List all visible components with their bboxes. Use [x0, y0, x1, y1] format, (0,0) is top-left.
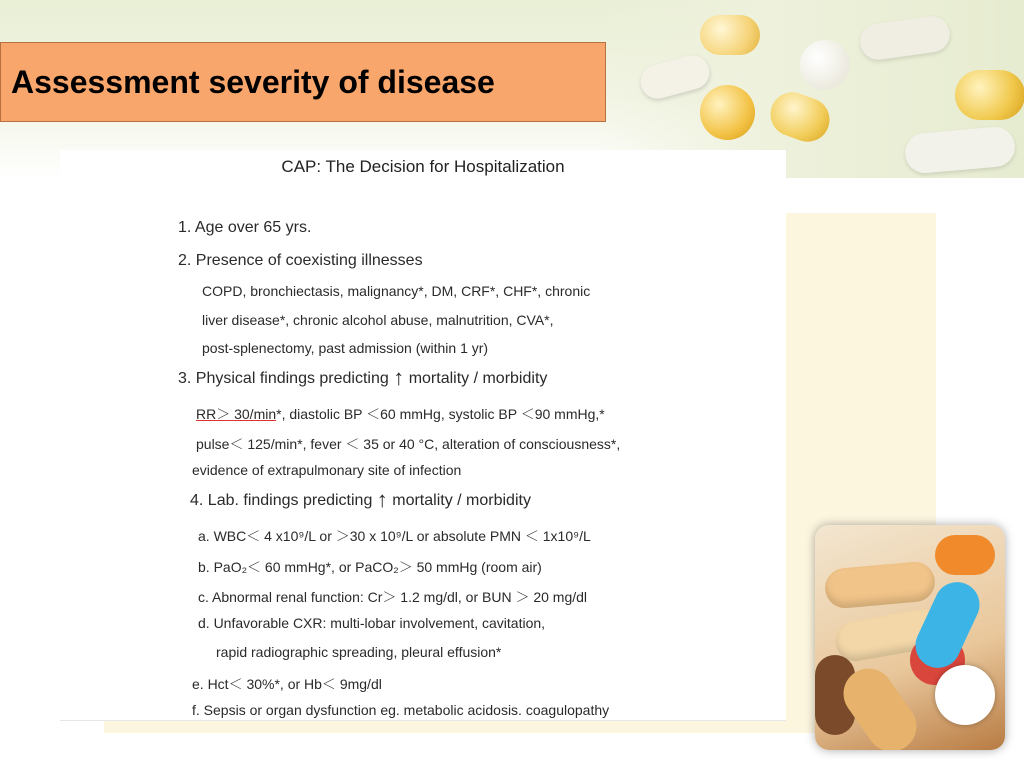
up-arrow-icon: ↑: [376, 487, 388, 512]
lab-finding-sepsis: f. Sepsis or organ dysfunction eg. metabolic acidosis. coagulopathy: [192, 702, 610, 718]
criterion-age: 1. Age over 65 yrs.: [178, 219, 312, 236]
lab-finding-renal: c. Abnormal renal function: Cr＞ 1.2 mg/dl, or BUN ＞ 20 mg/dl: [198, 589, 588, 605]
criterion-lab-findings: [190, 487, 531, 512]
document-bottom-rule: [60, 720, 786, 721]
pill: [935, 535, 995, 575]
criterion-physical-findings-suffix: mortality / morbidity: [408, 370, 548, 387]
pill: [823, 560, 936, 609]
physical-findings-line: evidence of extrapulmonary site of infection: [192, 462, 462, 478]
pill: [935, 665, 995, 725]
header-pill: [700, 15, 760, 55]
up-arrow-icon: ↑: [393, 365, 405, 390]
header-pill: [955, 70, 1024, 120]
illness-list-line: post-splenectomy, past admission (within 1 yr): [202, 340, 489, 356]
illness-list-line: liver disease*, chronic alcohol abuse, malnutrition, CVA*,: [202, 312, 554, 328]
document-heading: CAP: The Decision for Hospitalization: [281, 157, 565, 176]
lab-finding-cxr: d. Unfavorable CXR: multi-lobar involvement, cavitation,: [198, 615, 546, 631]
slide-title-box: [0, 42, 606, 122]
illness-list-line: COPD, bronchiectasis, malignancy*, DM, CRF*, CHF*, chronic: [202, 283, 591, 299]
criterion-lab-findings-suffix: mortality / morbidity: [392, 492, 531, 509]
physical-findings-rest: *, diastolic BP ＜60 mmHg, systolic BP ＜90 mmHg,*: [276, 406, 605, 422]
criterion-lab-findings-label: 4. Lab. findings predicting: [190, 492, 373, 509]
lab-finding-blood-gas: b. PaO₂＜ 60 mmHg*, or PaCO₂＞ 50 mmHg (room air): [198, 559, 542, 575]
respiratory-rate-criterion: RR＞ 30/min: [196, 406, 277, 422]
lab-finding-hct: e. Hct＜ 30%*, or Hb＜ 9mg/dl: [192, 676, 382, 692]
criterion-physical-findings-label: 3. Physical findings predicting: [178, 370, 389, 387]
header-pill: [700, 85, 755, 140]
lab-finding-wbc: a. WBC＜ 4 x10⁹/L or ＞30 x 10⁹/L or absolute PMN ＜ 1x10⁹/L: [198, 528, 591, 544]
pills-photo: [815, 525, 1005, 750]
criterion-physical-findings: [178, 365, 548, 390]
header-pill: [800, 40, 850, 90]
physical-findings-line: pulse＜ 125/min*, fever ＜ 35 or 40 °C, alteration of consciousness*,: [196, 436, 621, 452]
physical-findings-line: [196, 404, 605, 424]
lab-finding-cxr-cont: rapid radiographic spreading, pleural effusion*: [216, 644, 502, 660]
criterion-coexisting-illnesses: 2. Presence of coexisting illnesses: [178, 252, 423, 269]
slide-title: Assessment severity of disease: [11, 63, 495, 100]
